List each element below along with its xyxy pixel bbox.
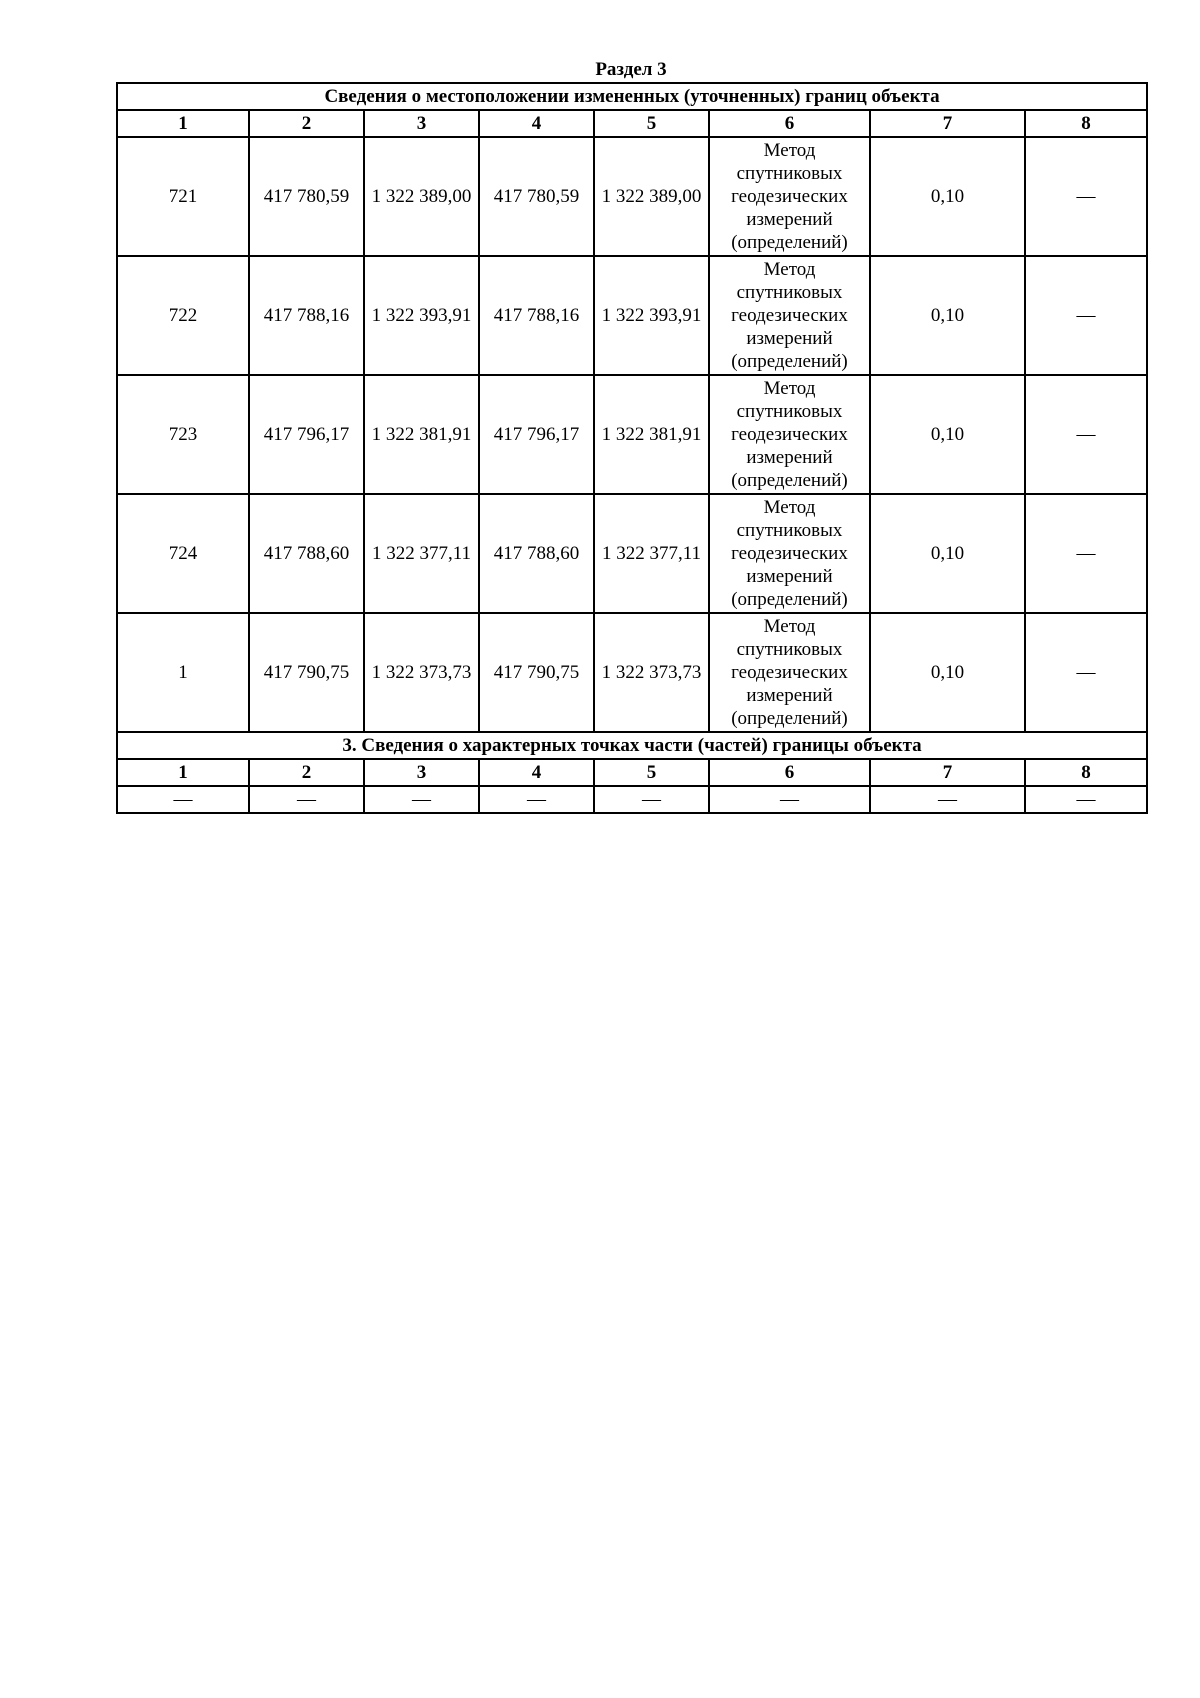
column-number: 8: [1025, 110, 1147, 137]
method-line: измерений: [746, 566, 833, 587]
method-line: измерений: [746, 209, 833, 230]
description-cell: —: [1025, 137, 1147, 256]
column-number: 1: [117, 110, 249, 137]
coordinate-cell: 1 322 389,00: [594, 137, 709, 256]
method-line: спутниковых: [736, 401, 843, 422]
description-cell: —: [1025, 494, 1147, 613]
method-line: (определений): [731, 470, 848, 491]
method-line: измерений: [746, 447, 833, 468]
boundary-table: [116, 82, 1148, 814]
table-row: [117, 137, 1147, 256]
point-number-cell: 721: [117, 137, 249, 256]
empty-cell: —: [594, 786, 709, 813]
column-number: 4: [479, 110, 594, 137]
column-number: 4: [479, 759, 594, 786]
accuracy-cell: 0,10: [870, 256, 1025, 375]
method-line: Метод: [763, 378, 816, 399]
coordinate-cell: 417 780,59: [249, 137, 364, 256]
coordinate-cell: 1 322 393,91: [364, 256, 479, 375]
column-number: 7: [870, 759, 1025, 786]
part3-column-number-row: [117, 759, 1147, 786]
method-line: геодезических: [731, 543, 848, 564]
description-cell: —: [1025, 375, 1147, 494]
coordinate-cell: 417 790,75: [249, 613, 364, 732]
part3-empty-row: [117, 786, 1147, 813]
coordinate-cell: 417 790,75: [479, 613, 594, 732]
accuracy-cell: 0,10: [870, 137, 1025, 256]
part1-title-row: [117, 83, 1147, 110]
table-row: [117, 613, 1147, 732]
column-number: 7: [870, 110, 1025, 137]
coordinate-cell: 1 322 381,91: [594, 375, 709, 494]
empty-cell: —: [117, 786, 249, 813]
coordinate-cell: 1 322 373,73: [594, 613, 709, 732]
empty-cell: —: [364, 786, 479, 813]
method-line: измерений: [746, 685, 833, 706]
part3-title: 3. Сведения о характерных точках части (частей) границы объекта: [117, 732, 1147, 759]
coordinate-cell: 417 788,16: [479, 256, 594, 375]
section-title: Раздел 3: [595, 59, 667, 80]
method-line: спутниковых: [736, 520, 843, 541]
column-number: 5: [594, 759, 709, 786]
column-number: 3: [364, 110, 479, 137]
table-row: [117, 494, 1147, 613]
coordinate-cell: 1 322 381,91: [364, 375, 479, 494]
method-line: геодезических: [731, 424, 848, 445]
method-cell: [709, 375, 870, 494]
table-row: [117, 375, 1147, 494]
method-line: Метод: [763, 259, 816, 280]
coordinate-cell: 1 322 377,11: [364, 494, 479, 613]
method-line: спутниковых: [736, 282, 843, 303]
method-line: измерений: [746, 328, 833, 349]
column-number: 3: [364, 759, 479, 786]
method-line: (определений): [731, 589, 848, 610]
method-cell: [709, 613, 870, 732]
method-line: (определений): [731, 351, 848, 372]
coordinate-cell: 417 780,59: [479, 137, 594, 256]
part1-title: Сведения о местоположении измененных (уточненных) границ объекта: [117, 83, 1147, 110]
coordinate-cell: 417 788,16: [249, 256, 364, 375]
table-row: [117, 256, 1147, 375]
point-number-cell: 724: [117, 494, 249, 613]
part3-title-row: [117, 732, 1147, 759]
method-line: геодезических: [731, 305, 848, 326]
coordinate-cell: 417 788,60: [479, 494, 594, 613]
empty-cell: —: [709, 786, 870, 813]
accuracy-cell: 0,10: [870, 375, 1025, 494]
accuracy-cell: 0,10: [870, 613, 1025, 732]
description-cell: —: [1025, 613, 1147, 732]
column-number-row: [117, 110, 1147, 137]
method-line: Метод: [763, 616, 816, 637]
description-cell: —: [1025, 256, 1147, 375]
coordinate-cell: 1 322 377,11: [594, 494, 709, 613]
column-number: 2: [249, 759, 364, 786]
coordinate-cell: 417 788,60: [249, 494, 364, 613]
method-line: (определений): [731, 708, 848, 729]
empty-cell: —: [479, 786, 594, 813]
method-line: спутниковых: [736, 163, 843, 184]
column-number: 6: [709, 110, 870, 137]
method-cell: [709, 494, 870, 613]
point-number-cell: 723: [117, 375, 249, 494]
method-line: (определений): [731, 232, 848, 253]
coordinate-cell: 1 322 393,91: [594, 256, 709, 375]
empty-cell: —: [249, 786, 364, 813]
method-cell: [709, 256, 870, 375]
column-number: 5: [594, 110, 709, 137]
column-number: 8: [1025, 759, 1147, 786]
accuracy-cell: 0,10: [870, 494, 1025, 613]
empty-cell: —: [1025, 786, 1147, 813]
method-line: Метод: [763, 140, 816, 161]
method-line: геодезических: [731, 186, 848, 207]
coordinate-cell: 1 322 389,00: [364, 137, 479, 256]
method-cell: [709, 137, 870, 256]
column-number: 6: [709, 759, 870, 786]
method-line: спутниковых: [736, 639, 843, 660]
column-number: 1: [117, 759, 249, 786]
column-number: 2: [249, 110, 364, 137]
method-line: Метод: [763, 497, 816, 518]
point-number-cell: 1: [117, 613, 249, 732]
coordinate-cell: 417 796,17: [479, 375, 594, 494]
empty-cell: —: [870, 786, 1025, 813]
method-line: геодезических: [731, 662, 848, 683]
coordinate-cell: 417 796,17: [249, 375, 364, 494]
coordinate-cell: 1 322 373,73: [364, 613, 479, 732]
point-number-cell: 722: [117, 256, 249, 375]
